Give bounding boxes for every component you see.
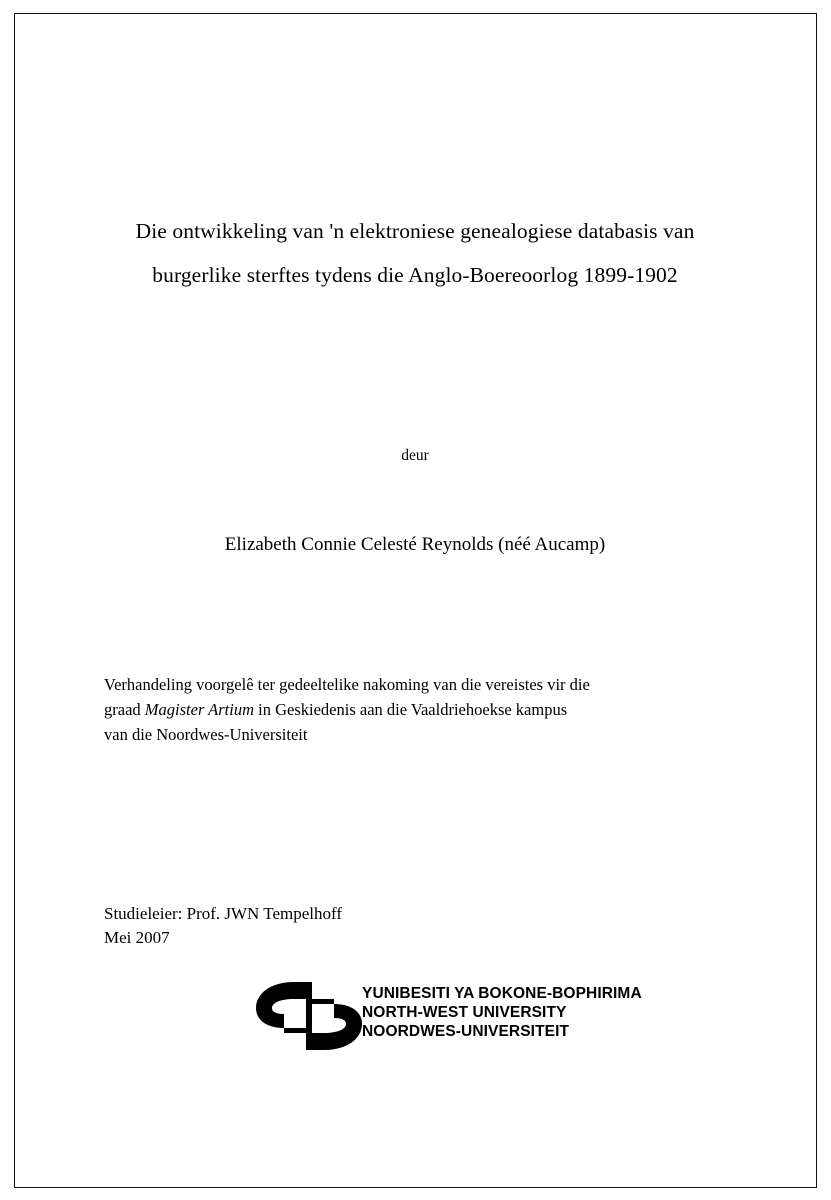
author-name: Elizabeth Connie Celesté Reynolds (néé Aucamp) (224, 534, 606, 555)
nwu-logo-icon (250, 978, 368, 1054)
supervisor-name: Studieleier: Prof. JWN Tempelhoff (104, 904, 343, 923)
logo-line-3: NOORDWES-UNIVERSITEIT (362, 1023, 570, 1040)
supervisor-block (104, 902, 604, 950)
author-label: deur (401, 447, 429, 464)
submission-line-2 (104, 697, 726, 722)
university-logo-text (362, 984, 642, 1041)
submission-date: Mei 2007 (104, 928, 170, 947)
submission-line-2-post: in Geskiedenis aan die Vaaldriehoekse kampus (254, 700, 568, 719)
submission-statement (104, 672, 726, 747)
submission-line-1 (104, 672, 726, 697)
title-line-1: Die ontwikkeling van 'n elektroniese genealogiese databasis van (135, 219, 695, 243)
page-content (100, 13, 730, 1188)
degree-name: Magister Artium (144, 700, 255, 719)
page-title (100, 209, 730, 297)
university-logo (250, 976, 670, 1058)
submission-line-1-text: Verhandeling voorgelê ter gedeeltelike nakoming van die vereistes vir die (104, 675, 590, 694)
submission-line-2-pre: graad (104, 700, 145, 719)
submission-line-3: van die Noordwes-Universiteit (104, 725, 308, 744)
logo-line-1: YUNIBESITI YA BOKONE-BOPHIRIMA (362, 985, 642, 1002)
logo-line-2: NORTH-WEST UNIVERSITY (362, 1004, 567, 1021)
title-line-2: burgerlike sterftes tydens die Anglo-Boereoorlog 1899-1902 (152, 263, 678, 287)
